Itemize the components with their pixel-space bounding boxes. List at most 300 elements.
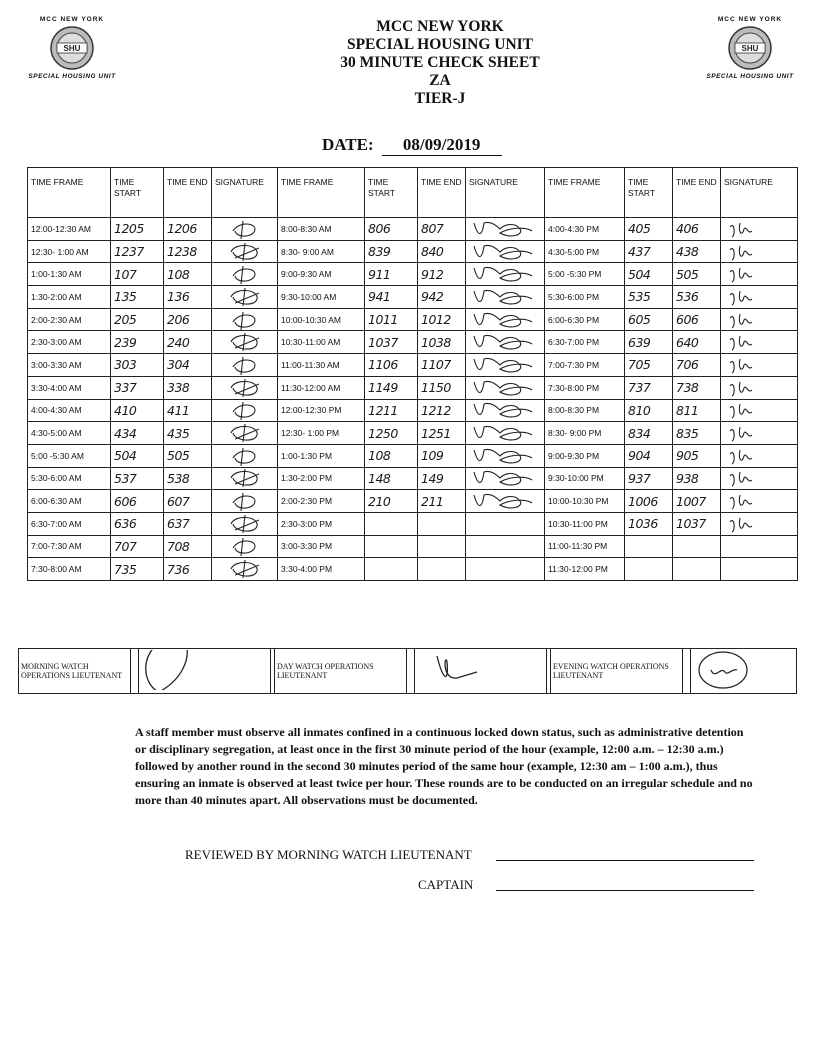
time-end-cell[interactable] bbox=[418, 535, 466, 558]
signature-cell[interactable] bbox=[466, 444, 545, 467]
time-end-cell[interactable]: 406 bbox=[673, 218, 721, 241]
time-start-cell[interactable]: 636 bbox=[111, 512, 164, 535]
table-row bbox=[28, 467, 798, 490]
time-start-cell[interactable]: 1250 bbox=[365, 422, 418, 445]
time-end-cell[interactable]: 840 bbox=[418, 240, 466, 263]
time-frame-cell: 12:30- 1:00 AM bbox=[28, 240, 111, 263]
time-start-cell[interactable]: 1237 bbox=[111, 240, 164, 263]
review-morning-signature-line[interactable] bbox=[496, 860, 754, 861]
signature-cell[interactable] bbox=[212, 512, 278, 535]
handwritten-initials bbox=[724, 264, 794, 284]
table-row bbox=[28, 308, 798, 331]
time-start-cell[interactable]: 107 bbox=[111, 263, 164, 286]
time-start-cell[interactable]: 606 bbox=[111, 490, 164, 513]
time-start-cell[interactable]: 941 bbox=[365, 286, 418, 309]
signature-cell[interactable] bbox=[212, 399, 278, 422]
handwritten-initials bbox=[470, 355, 540, 375]
time-end-cell[interactable]: 505 bbox=[673, 263, 721, 286]
time-end-cell[interactable]: 1238 bbox=[164, 240, 212, 263]
time-end-cell[interactable]: 811 bbox=[673, 399, 721, 422]
logo-bottom-text: SPECIAL HOUSING UNIT bbox=[28, 73, 116, 80]
table-row bbox=[28, 354, 798, 377]
handwritten-initials bbox=[724, 310, 794, 330]
time-end-cell[interactable]: 738 bbox=[673, 376, 721, 399]
time-end-cell[interactable] bbox=[673, 535, 721, 558]
handwritten-initials bbox=[724, 242, 794, 262]
column-header: TIME FRAME bbox=[545, 168, 625, 218]
handwritten-initials bbox=[225, 378, 265, 398]
signature-cell[interactable] bbox=[466, 399, 545, 422]
time-end-cell[interactable]: 736 bbox=[164, 558, 212, 581]
time-end-cell[interactable]: 136 bbox=[164, 286, 212, 309]
time-start-cell[interactable] bbox=[625, 558, 673, 581]
signature-cell[interactable] bbox=[212, 422, 278, 445]
time-start-cell[interactable] bbox=[365, 535, 418, 558]
time-end-cell[interactable]: 1107 bbox=[418, 354, 466, 377]
time-start-cell[interactable]: 806 bbox=[365, 218, 418, 241]
time-end-cell[interactable]: 149 bbox=[418, 467, 466, 490]
column-header: TIME START bbox=[111, 168, 164, 218]
handwritten-initials bbox=[724, 219, 794, 239]
time-start-cell[interactable]: 410 bbox=[111, 399, 164, 422]
review-morning-label: REVIEWED BY MORNING WATCH LIEUTENANT bbox=[185, 847, 472, 862]
handwritten-initials bbox=[724, 332, 794, 352]
signature-cell[interactable] bbox=[466, 535, 545, 558]
document-title bbox=[290, 18, 590, 108]
time-start-cell[interactable] bbox=[365, 558, 418, 581]
logo-badge-text: SHU bbox=[63, 44, 81, 53]
time-frame-cell: 10:00-10:30 PM bbox=[545, 490, 625, 513]
table-row bbox=[28, 422, 798, 445]
time-frame-cell: 6:00-6:30 PM bbox=[545, 308, 625, 331]
time-frame-cell: 5:30-6:00 AM bbox=[28, 467, 111, 490]
column-header: TIME END bbox=[418, 168, 466, 218]
time-start-cell[interactable]: 639 bbox=[625, 331, 673, 354]
handwritten-signature bbox=[693, 650, 793, 690]
time-end-cell[interactable]: 1038 bbox=[418, 331, 466, 354]
shu-seal-icon bbox=[49, 25, 95, 71]
time-start-cell[interactable]: 108 bbox=[365, 444, 418, 467]
handwritten-initials bbox=[724, 423, 794, 443]
signature-cell[interactable] bbox=[721, 308, 798, 331]
signature-cell[interactable] bbox=[721, 376, 798, 399]
time-end-cell[interactable]: 240 bbox=[164, 331, 212, 354]
signature-cell[interactable] bbox=[721, 286, 798, 309]
time-frame-cell: 6:00-6:30 AM bbox=[28, 490, 111, 513]
time-end-cell[interactable]: 438 bbox=[673, 240, 721, 263]
date-label: DATE: bbox=[322, 135, 374, 154]
logo-top-text: MCC NEW YORK bbox=[717, 16, 783, 23]
watch-row bbox=[19, 649, 797, 694]
handwritten-initials bbox=[225, 536, 265, 556]
morning-watch-signature[interactable] bbox=[139, 649, 271, 694]
signature-cell[interactable] bbox=[212, 331, 278, 354]
time-end-cell[interactable]: 411 bbox=[164, 399, 212, 422]
signature-cell[interactable] bbox=[212, 263, 278, 286]
handwritten-initials bbox=[225, 468, 265, 488]
time-end-cell[interactable]: 637 bbox=[164, 512, 212, 535]
column-header: TIME END bbox=[673, 168, 721, 218]
handwritten-initials bbox=[225, 310, 265, 330]
time-start-cell[interactable]: 737 bbox=[625, 376, 673, 399]
date-line bbox=[322, 135, 502, 156]
time-end-cell[interactable]: 1251 bbox=[418, 422, 466, 445]
handwritten-initials bbox=[470, 219, 540, 239]
title-line: 30 MINUTE CHECK SHEET bbox=[340, 54, 540, 71]
time-start-cell[interactable]: 705 bbox=[625, 354, 673, 377]
time-frame-cell: 7:00-7:30 PM bbox=[545, 354, 625, 377]
time-frame-cell: 3:30-4:00 PM bbox=[278, 558, 365, 581]
handwritten-initials bbox=[724, 514, 794, 534]
time-frame-cell: 8:30- 9:00 AM bbox=[278, 240, 365, 263]
table-row bbox=[28, 263, 798, 286]
time-frame-cell: 1:30-2:00 PM bbox=[278, 467, 365, 490]
time-frame-cell: 12:00-12:30 PM bbox=[278, 399, 365, 422]
signature-cell[interactable] bbox=[721, 490, 798, 513]
time-start-cell[interactable]: 434 bbox=[111, 422, 164, 445]
table-row bbox=[28, 240, 798, 263]
signature-cell[interactable] bbox=[721, 240, 798, 263]
evening-watch-signature[interactable] bbox=[691, 649, 797, 694]
signature-cell[interactable] bbox=[721, 422, 798, 445]
column-header: TIME START bbox=[365, 168, 418, 218]
time-frame-cell: 2:30-3:00 AM bbox=[28, 331, 111, 354]
signature-cell[interactable] bbox=[212, 218, 278, 241]
handwritten-signature bbox=[417, 650, 537, 690]
time-frame-cell: 2:00-2:30 PM bbox=[278, 490, 365, 513]
signature-cell[interactable] bbox=[212, 354, 278, 377]
column-header: TIME START bbox=[625, 168, 673, 218]
time-frame-cell: 3:00-3:30 AM bbox=[28, 354, 111, 377]
handwritten-initials bbox=[470, 468, 540, 488]
handwritten-initials bbox=[225, 287, 265, 307]
table-row bbox=[28, 218, 798, 241]
signature-cell[interactable] bbox=[721, 535, 798, 558]
signature-cell[interactable] bbox=[721, 263, 798, 286]
time-end-cell[interactable]: 538 bbox=[164, 467, 212, 490]
time-frame-cell: 1:30-2:00 AM bbox=[28, 286, 111, 309]
time-frame-cell: 5:00 -5:30 AM bbox=[28, 444, 111, 467]
handwritten-initials bbox=[724, 491, 794, 511]
policy-notice: A staff member must observe all inmates confined in a continuous locked down status, such as administrative detention or disciplinary segregation, at least once in the first 30 minute period of the hour (example, 12:00 a.m. – 12:30 a.m.) followed by another round in the second 30 minutes period of the same hour (example, 12:30 am – 1:00 a.m.), thus ensuring an inmate is observed at least twice per hour. These rounds are to be conducted on an irregular schedule and no more than 40 minutes apart. All observations must be documented. bbox=[135, 725, 753, 807]
signature-cell[interactable] bbox=[466, 558, 545, 581]
time-end-cell[interactable]: 435 bbox=[164, 422, 212, 445]
column-header: SIGNATURE bbox=[466, 168, 545, 218]
time-end-cell[interactable]: 938 bbox=[673, 467, 721, 490]
time-start-cell[interactable] bbox=[365, 512, 418, 535]
handwritten-initials bbox=[225, 355, 265, 375]
time-end-cell[interactable]: 505 bbox=[164, 444, 212, 467]
time-end-cell[interactable]: 211 bbox=[418, 490, 466, 513]
signature-cell[interactable] bbox=[721, 218, 798, 241]
time-frame-cell: 9:00-9:30 AM bbox=[278, 263, 365, 286]
handwritten-initials bbox=[724, 446, 794, 466]
handwritten-initials bbox=[724, 378, 794, 398]
handwritten-initials bbox=[470, 287, 540, 307]
column-header: TIME FRAME bbox=[278, 168, 365, 218]
time-start-cell[interactable] bbox=[625, 535, 673, 558]
logo-right bbox=[690, 16, 810, 80]
handwritten-initials bbox=[470, 310, 540, 330]
signature-cell[interactable] bbox=[212, 308, 278, 331]
time-start-cell[interactable]: 535 bbox=[625, 286, 673, 309]
time-frame-cell: 7:30-8:00 AM bbox=[28, 558, 111, 581]
time-start-cell[interactable]: 303 bbox=[111, 354, 164, 377]
handwritten-initials bbox=[225, 400, 265, 420]
handwritten-initials bbox=[225, 514, 265, 534]
review-captain-signature-line[interactable] bbox=[496, 890, 754, 891]
check-table bbox=[27, 167, 798, 581]
time-start-cell[interactable]: 735 bbox=[111, 558, 164, 581]
handwritten-initials bbox=[225, 559, 265, 579]
handwritten-initials bbox=[225, 242, 265, 262]
date-value: 08/09/2019 bbox=[382, 135, 502, 156]
time-end-cell[interactable]: 1012 bbox=[418, 308, 466, 331]
signature-cell[interactable] bbox=[721, 512, 798, 535]
time-frame-cell: 1:00-1:30 AM bbox=[28, 263, 111, 286]
time-frame-cell: 4:30-5:00 PM bbox=[545, 240, 625, 263]
handwritten-signature bbox=[141, 650, 261, 690]
time-frame-cell: 8:30- 9:00 PM bbox=[545, 422, 625, 445]
table-row bbox=[28, 558, 798, 581]
time-start-cell[interactable]: 210 bbox=[365, 490, 418, 513]
handwritten-initials bbox=[470, 264, 540, 284]
evening-watch-label: EVENING WATCH OPERATIONS LIEUTENANT bbox=[551, 649, 683, 694]
time-frame-cell: 7:30-8:00 PM bbox=[545, 376, 625, 399]
time-frame-cell: 2:00-2:30 AM bbox=[28, 308, 111, 331]
time-frame-cell: 5:30-6:00 PM bbox=[545, 286, 625, 309]
time-start-cell[interactable]: 911 bbox=[365, 263, 418, 286]
signature-cell[interactable] bbox=[721, 354, 798, 377]
handwritten-initials bbox=[225, 264, 265, 284]
time-end-cell[interactable] bbox=[673, 558, 721, 581]
handwritten-initials bbox=[225, 423, 265, 443]
time-end-cell[interactable]: 108 bbox=[164, 263, 212, 286]
handwritten-initials bbox=[470, 332, 540, 352]
time-start-cell[interactable]: 1149 bbox=[365, 376, 418, 399]
time-start-cell[interactable]: 937 bbox=[625, 467, 673, 490]
signature-cell[interactable] bbox=[466, 422, 545, 445]
time-start-cell[interactable]: 1011 bbox=[365, 308, 418, 331]
time-start-cell[interactable]: 504 bbox=[625, 263, 673, 286]
time-start-cell[interactable]: 405 bbox=[625, 218, 673, 241]
time-start-cell[interactable]: 537 bbox=[111, 467, 164, 490]
time-frame-cell: 5:00 -5:30 PM bbox=[545, 263, 625, 286]
title-line: ZA bbox=[429, 72, 451, 89]
handwritten-initials bbox=[225, 332, 265, 352]
time-start-cell[interactable]: 337 bbox=[111, 376, 164, 399]
time-start-cell[interactable]: 707 bbox=[111, 535, 164, 558]
time-start-cell[interactable]: 810 bbox=[625, 399, 673, 422]
logo-badge-text: SHU bbox=[741, 44, 759, 53]
time-frame-cell: 2:30-3:00 PM bbox=[278, 512, 365, 535]
time-frame-cell: 8:00-8:30 AM bbox=[278, 218, 365, 241]
signature-cell[interactable] bbox=[721, 444, 798, 467]
time-end-cell[interactable]: 640 bbox=[673, 331, 721, 354]
signature-cell[interactable] bbox=[466, 490, 545, 513]
time-frame-cell: 4:00-4:30 PM bbox=[545, 218, 625, 241]
time-end-cell[interactable]: 905 bbox=[673, 444, 721, 467]
handwritten-initials bbox=[470, 242, 540, 262]
signature-cell[interactable] bbox=[466, 512, 545, 535]
handwritten-initials bbox=[724, 400, 794, 420]
table-row bbox=[28, 331, 798, 354]
signature-cell[interactable] bbox=[721, 558, 798, 581]
time-frame-cell: 12:00-12:30 AM bbox=[28, 218, 111, 241]
header-row bbox=[28, 168, 798, 218]
time-frame-cell: 6:30-7:00 PM bbox=[545, 331, 625, 354]
time-frame-cell: 7:00-7:30 AM bbox=[28, 535, 111, 558]
time-end-cell[interactable]: 536 bbox=[673, 286, 721, 309]
signature-cell[interactable] bbox=[721, 331, 798, 354]
time-frame-cell: 9:30-10:00 PM bbox=[545, 467, 625, 490]
time-end-cell[interactable]: 1037 bbox=[673, 512, 721, 535]
handwritten-initials bbox=[225, 446, 265, 466]
handwritten-initials bbox=[225, 491, 265, 511]
time-frame-cell: 4:00-4:30 AM bbox=[28, 399, 111, 422]
day-watch-signature[interactable] bbox=[415, 649, 547, 694]
morning-watch-label: MORNING WATCH OPERATIONS LIEUTENANT bbox=[19, 649, 131, 694]
title-line: SPECIAL HOUSING UNIT bbox=[346, 36, 534, 53]
column-header: TIME END bbox=[164, 168, 212, 218]
time-end-cell[interactable] bbox=[418, 558, 466, 581]
column-header: SIGNATURE bbox=[212, 168, 278, 218]
time-end-cell[interactable]: 607 bbox=[164, 490, 212, 513]
handwritten-initials bbox=[724, 468, 794, 488]
column-header: TIME FRAME bbox=[28, 168, 111, 218]
time-end-cell[interactable]: 338 bbox=[164, 376, 212, 399]
time-frame-cell: 11:30-12:00 AM bbox=[278, 376, 365, 399]
time-end-cell[interactable]: 708 bbox=[164, 535, 212, 558]
table-row bbox=[28, 512, 798, 535]
handwritten-initials bbox=[225, 219, 265, 239]
review-captain-label: CAPTAIN bbox=[418, 877, 474, 892]
signature-cell[interactable] bbox=[466, 286, 545, 309]
time-start-cell[interactable]: 605 bbox=[625, 308, 673, 331]
time-end-cell[interactable]: 1206 bbox=[164, 218, 212, 241]
time-end-cell[interactable]: 835 bbox=[673, 422, 721, 445]
time-frame-cell: 11:00-11:30 AM bbox=[278, 354, 365, 377]
time-frame-cell: 4:30-5:00 AM bbox=[28, 422, 111, 445]
handwritten-initials bbox=[470, 491, 540, 511]
signature-cell[interactable] bbox=[212, 467, 278, 490]
signature-cell[interactable] bbox=[721, 399, 798, 422]
time-frame-cell: 3:00-3:30 PM bbox=[278, 535, 365, 558]
signature-cell[interactable] bbox=[466, 218, 545, 241]
time-frame-cell: 11:30-12:00 PM bbox=[545, 558, 625, 581]
time-start-cell[interactable]: 1106 bbox=[365, 354, 418, 377]
signature-cell[interactable] bbox=[466, 331, 545, 354]
signature-cell[interactable] bbox=[466, 308, 545, 331]
time-frame-cell: 10:30-11:00 AM bbox=[278, 331, 365, 354]
handwritten-initials bbox=[724, 287, 794, 307]
signature-cell[interactable] bbox=[466, 467, 545, 490]
time-frame-cell: 1:00-1:30 PM bbox=[278, 444, 365, 467]
time-end-cell[interactable]: 942 bbox=[418, 286, 466, 309]
time-frame-cell: 12:30- 1:00 PM bbox=[278, 422, 365, 445]
time-end-cell[interactable]: 1150 bbox=[418, 376, 466, 399]
title-line: TIER-J bbox=[414, 90, 466, 107]
time-start-cell[interactable]: 205 bbox=[111, 308, 164, 331]
signature-cell[interactable] bbox=[212, 240, 278, 263]
signature-cell[interactable] bbox=[212, 490, 278, 513]
table-row bbox=[28, 535, 798, 558]
time-start-cell[interactable]: 1036 bbox=[625, 512, 673, 535]
time-start-cell[interactable]: 239 bbox=[111, 331, 164, 354]
time-end-cell[interactable] bbox=[418, 512, 466, 535]
time-start-cell[interactable]: 1211 bbox=[365, 399, 418, 422]
signature-cell[interactable] bbox=[721, 467, 798, 490]
time-end-cell[interactable]: 706 bbox=[673, 354, 721, 377]
shu-seal-icon bbox=[727, 25, 773, 71]
time-end-cell[interactable]: 206 bbox=[164, 308, 212, 331]
logo-top-text: MCC NEW YORK bbox=[39, 16, 105, 23]
time-end-cell[interactable]: 912 bbox=[418, 263, 466, 286]
time-frame-cell: 8:00-8:30 PM bbox=[545, 399, 625, 422]
time-start-cell[interactable]: 135 bbox=[111, 286, 164, 309]
signature-cell[interactable] bbox=[466, 240, 545, 263]
time-frame-cell: 6:30-7:00 AM bbox=[28, 512, 111, 535]
handwritten-initials bbox=[470, 446, 540, 466]
signature-cell[interactable] bbox=[212, 376, 278, 399]
time-start-cell[interactable]: 437 bbox=[625, 240, 673, 263]
time-start-cell[interactable]: 1006 bbox=[625, 490, 673, 513]
signature-cell[interactable] bbox=[212, 444, 278, 467]
time-frame-cell: 9:30-10:00 AM bbox=[278, 286, 365, 309]
signature-cell[interactable] bbox=[466, 376, 545, 399]
column-header: SIGNATURE bbox=[721, 168, 798, 218]
time-end-cell[interactable]: 109 bbox=[418, 444, 466, 467]
title-line: MCC NEW YORK bbox=[376, 18, 504, 35]
time-frame-cell: 10:30-11:00 PM bbox=[545, 512, 625, 535]
watch-signature-table bbox=[18, 648, 797, 694]
time-start-cell[interactable]: 504 bbox=[111, 444, 164, 467]
table-row bbox=[28, 286, 798, 309]
table-row bbox=[28, 490, 798, 513]
table-row bbox=[28, 444, 798, 467]
time-frame-cell: 9:00-9:30 PM bbox=[545, 444, 625, 467]
handwritten-initials bbox=[470, 378, 540, 398]
signature-cell[interactable] bbox=[212, 558, 278, 581]
table-row bbox=[28, 399, 798, 422]
time-start-cell[interactable]: 904 bbox=[625, 444, 673, 467]
time-start-cell[interactable]: 148 bbox=[365, 467, 418, 490]
logo-bottom-text: SPECIAL HOUSING UNIT bbox=[706, 73, 794, 80]
signature-cell[interactable] bbox=[466, 263, 545, 286]
signature-cell[interactable] bbox=[212, 286, 278, 309]
time-end-cell[interactable]: 1007 bbox=[673, 490, 721, 513]
time-frame-cell: 11:00-11:30 PM bbox=[545, 535, 625, 558]
table-row bbox=[28, 376, 798, 399]
time-start-cell[interactable]: 1037 bbox=[365, 331, 418, 354]
time-end-cell[interactable]: 304 bbox=[164, 354, 212, 377]
time-end-cell[interactable]: 1212 bbox=[418, 399, 466, 422]
time-end-cell[interactable]: 606 bbox=[673, 308, 721, 331]
time-frame-cell: 10:00-10:30 AM bbox=[278, 308, 365, 331]
time-frame-cell: 3:30-4:00 AM bbox=[28, 376, 111, 399]
logo-left bbox=[12, 16, 132, 80]
time-start-cell[interactable]: 834 bbox=[625, 422, 673, 445]
handwritten-initials bbox=[470, 400, 540, 420]
day-watch-label: DAY WATCH OPERATIONS LIEUTENANT bbox=[275, 649, 407, 694]
time-start-cell[interactable]: 1205 bbox=[111, 218, 164, 241]
time-start-cell[interactable]: 839 bbox=[365, 240, 418, 263]
signature-cell[interactable] bbox=[212, 535, 278, 558]
time-end-cell[interactable]: 807 bbox=[418, 218, 466, 241]
handwritten-initials bbox=[470, 423, 540, 443]
handwritten-initials bbox=[724, 355, 794, 375]
signature-cell[interactable] bbox=[466, 354, 545, 377]
